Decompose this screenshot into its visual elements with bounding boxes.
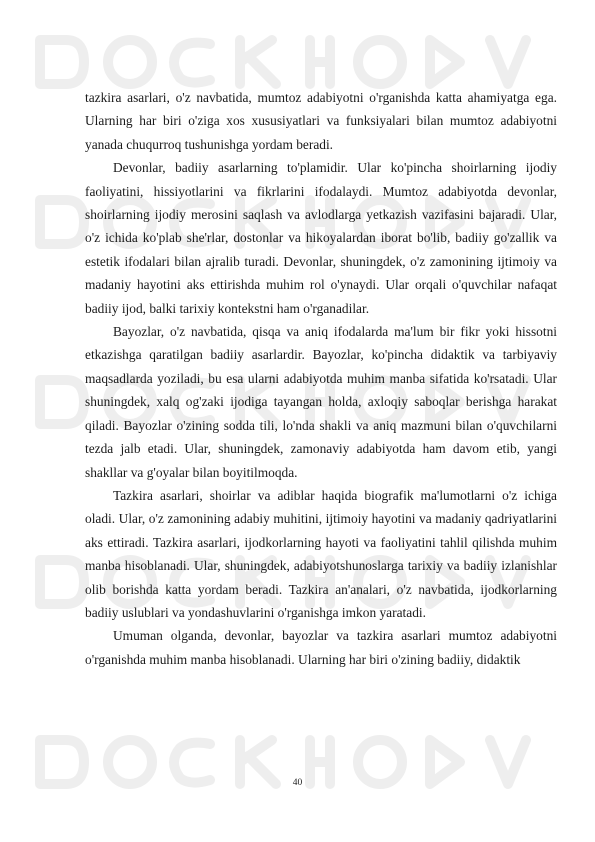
paragraph-2: Devonlar, badiiy asarlarning to'plamidir. Ular ko'pincha shoirlarning ijodiy faoliyatini, hissiyotlarini va fikrlarini ifodalaydi. Mumtoz adabiyotda devonlar, shoirlarning ijodiy merosini saqlash va avlodlarga yetkazish vazifasini bajaradi. Ular, o'z ichida ko'plab she'rlar, dostonlar va hikoyalardan iborat bo'lib, badiiy go'zallik va estetik ifodalari bilan ajralib turadi. Devonlar, shuningdek, o'z zamonining ijtimoiy va madaniy hayotini aks ettirishda muhim rol o'ynaydi. Ular orqali o'quvchilar nafaqat badiiy ijod, balki tarixiy kontekstni ham o'rganadilar. xyxy=(85,160,557,316)
page-number: 40 xyxy=(292,778,303,788)
paragraph-4: Tazkira asarlari, shoirlar va adiblar haqida biografik ma'lumotlarni o'z ichiga oladi. Ular, o'z zamonining adabiy muhitini, ijtimoiy hayotini va madaniy qadriyatlarini aks ettiradi. Tazkira asarlari, ijodkorlarning hayoti va faoliyatini tahlil qilishda muhim manba hisoblanadi. Ular, shuningdek, adabiyotshunoslarga tarixiy va badiiy izlanishlar olib borishda katta yordam beradi. Tazkira an'analari, o'z navbatida, ijodkorlarning badiiy uslublari va yondashuvlarini o'rganishga imkon yaratadi. xyxy=(85,487,557,620)
document-body xyxy=(85,86,557,671)
paragraph-3: Bayozlar, o'z navbatida, qisqa va aniq ifodalarda ma'lum bir fikr yoki hissotni etkazishga qaratilgan badiiy asarlardir. Bayozlar, ko'pincha didaktik va tarbiyaviy maqsadlarda yoziladi, bu esa ularni adabiyotda muhim manba sifatida ko'rsatadi. Ular shuningdek, xalq og'zaki ijodiga tayangan holda, axloqiy saboqlar berishga harakat qiladi. Bayozlar o'zining sodda tili, lo'nda shakli va aniq mazmuni bilan o'quvchilarni tezda jalb etadi. Ular, shuningdek, zamonaviy adabiyotda ham davom etib, yangi shakllar va g'oyalar bilan boyitilmoqda. xyxy=(85,324,557,480)
paragraph-5: Umuman olganda, devonlar, bayozlar va tazkira asarlari mumtoz adabiyotni o'rganishda muhim manba hisoblanadi. Ularning har biri o'zining badiiy, didaktik xyxy=(85,628,557,667)
paragraph-1: tazkira asarlari, o'z navbatida, mumtoz adabiyotni o'rganishda katta ahamiyatga ega. Ularning har biri o'ziga xos xususiyatlari va funksiyalari bilan mumtoz adabiyotni yanada chuqurroq tushunishga yordam beradi. xyxy=(85,90,557,152)
